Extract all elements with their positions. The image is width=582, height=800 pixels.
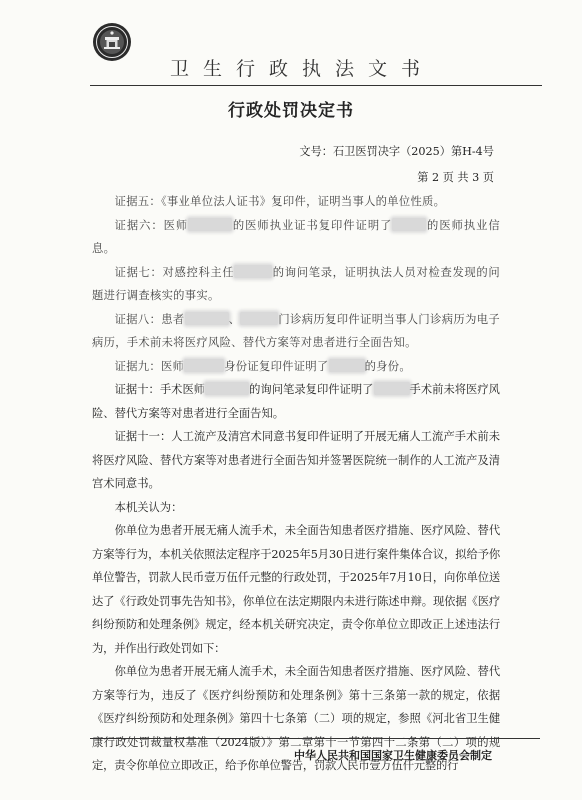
paragraph-evidence-9 — [92, 355, 500, 379]
evidence-text: 证据六：医师 — [114, 218, 189, 232]
footer-divider — [90, 738, 540, 739]
evidence-text: 证据九：医师 — [114, 359, 185, 373]
evidence-text: 的医师执业证书复印件证明了 — [232, 218, 393, 232]
evidence-text: 身份证复印件证明了 — [224, 359, 329, 373]
paragraph-evidence-10 — [92, 378, 500, 425]
document-body — [92, 190, 500, 778]
paragraph-evidence-8 — [92, 308, 500, 355]
evidence-text: 证据七：对感控科主任 — [114, 265, 235, 279]
evidence-text: 、 — [228, 312, 241, 326]
evidence-text: 证据八：患者 — [114, 312, 185, 326]
document-series-title: 卫生行政执法文书 — [170, 58, 435, 80]
evidence-text: 手术前未将医疗风险、替代方案等对患者进行全面告知。 — [92, 383, 500, 420]
paragraph-evidence-6 — [92, 214, 500, 261]
redacted-name — [184, 359, 224, 372]
evidence-text: 的询问笔录，证明执法人员对检查发现的问题进行调查核实的事实。 — [92, 265, 500, 302]
paragraph-evidence-5 — [92, 190, 500, 214]
issuer-footer: 中华人民共和国国家卫生健康委员会制定 — [294, 749, 492, 762]
paragraph-evidence-11: 证据十一：人工流产及清宫术同意书复印件证明了开展无痛人工流产手术前未将医疗风险、替代方案等对患者进行全面告知并签署医院统一制作的人工流产及清宫术同意书。 — [92, 430, 500, 490]
paragraph-decision: 你单位为患者开展无痛人流手术，未全面告知患者医疗措施、医疗风险、替代方案等行为，违反了《医疗纠纷预防和处理条例》第十三条第一款的规定，依据《医疗纠纷预防和处理条例》第四十七条第（二）项的规定，参照《河北省卫生健康行政处罚裁量权基准（2024版）》第二章第十一节第四十二条第（二）项的规定，责令你单位立即改正，给予你单位警告，罚款人民币壹万伍仟元整的行 — [92, 665, 500, 772]
evidence-text: 的医师执业信息。 — [92, 218, 501, 255]
evidence-text: 的询问笔录复印件证明了 — [249, 383, 374, 396]
document-title: 行政处罚决定书 — [228, 101, 354, 121]
evidence-text: 的身份。 — [364, 359, 411, 373]
redacted-name — [374, 382, 410, 395]
redacted-name — [240, 312, 278, 325]
paragraph-procedure: 你单位为患者开展无痛人流手术，未全面告知患者医疗措施、医疗风险、替代方案等行为，本机关依照法定程序于2025年5月30日进行案件集体合议，拟给予你单位警告，罚款人民币壹万伍仟元整的行政处罚，于2025年7月10日，向你单位送达了《行政处罚事先告知书》，你单位在法定期限内未进行陈述申辩。现依据《医疗纠纷预防和处理条例》规定，经本机关研究决定，责令你单位立即改正上述违法行为，并作出行政处罚如下： — [92, 524, 500, 655]
page-number: 第 2 页 共 3 页 — [417, 171, 494, 184]
evidence-text: 证据五：《事业单位法人证书》复印件，证明当事人的单位性质。 — [114, 195, 446, 208]
evidence-text: 证据十：手术医师 — [114, 383, 206, 396]
document-number: 文号：石卫医罚决字（2025）第H-4号 — [299, 145, 494, 158]
redacted-name — [392, 218, 426, 231]
redacted-name — [234, 265, 272, 278]
redacted-name — [188, 218, 232, 231]
evidence-text: 门诊病历复印件证明当事人门诊病历为电子病历，手术前未将医疗风险、替代方案等对患者进行全面告知。 — [92, 312, 500, 349]
redacted-name — [329, 359, 365, 372]
redacted-name — [185, 312, 229, 325]
paragraph-authority-view: 本机关认为： — [114, 500, 183, 514]
paragraph-evidence-7 — [92, 261, 500, 308]
national-emblem-seal — [92, 22, 132, 62]
header-divider — [90, 85, 542, 86]
redacted-name — [205, 382, 249, 395]
